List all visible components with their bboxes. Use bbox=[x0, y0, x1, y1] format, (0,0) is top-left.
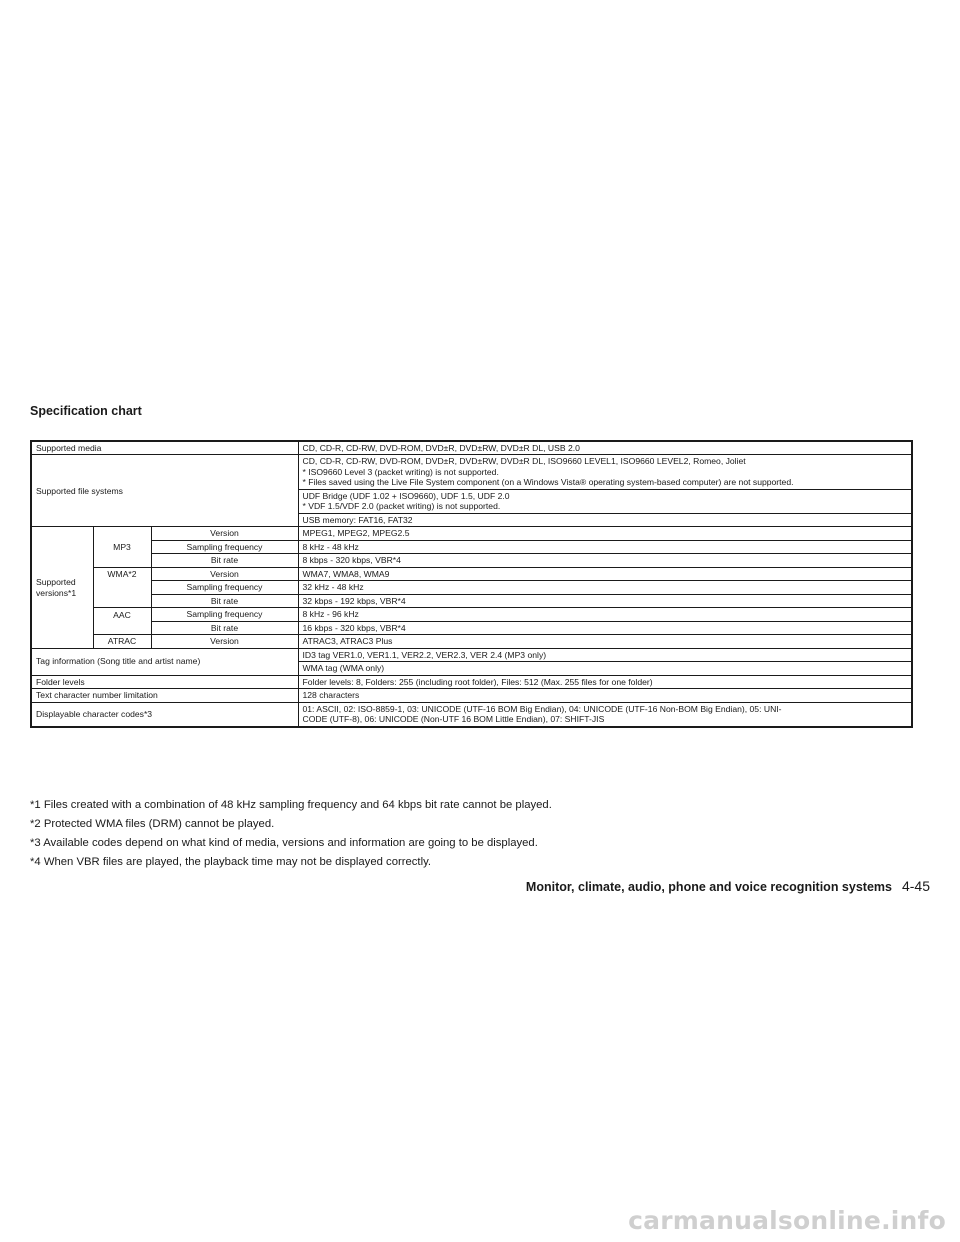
row-label-character-codes: Displayable character codes*3 bbox=[31, 702, 298, 726]
param-label: Sampling frequency bbox=[151, 608, 298, 621]
table-row bbox=[31, 441, 912, 455]
row-label-file-systems: Supported file systems bbox=[31, 455, 298, 527]
format-mp3: MP3 bbox=[93, 527, 151, 567]
param-label: Bit rate bbox=[151, 594, 298, 607]
cell-aac-frequency: 8 kHz - 96 kHz bbox=[298, 608, 912, 621]
watermark: carmanualsonline.info bbox=[628, 1206, 946, 1235]
table-row bbox=[31, 567, 912, 580]
footnotes bbox=[30, 796, 930, 872]
cell-aac-bitrate: 16 kbps - 320 kbps, VBR*4 bbox=[298, 621, 912, 634]
cell-wma-bitrate: 32 kbps - 192 kbps, VBR*4 bbox=[298, 594, 912, 607]
param-label: Bit rate bbox=[151, 621, 298, 634]
format-aac: AAC bbox=[93, 608, 151, 621]
cell-mp3-version: MPEG1, MPEG2, MPEG2.5 bbox=[298, 527, 912, 540]
param-label: Version bbox=[151, 635, 298, 648]
footnote: *4 When VBR files are played, the playback time may not be displayed correctly. bbox=[30, 856, 432, 868]
cell-wma-frequency: 32 kHz - 48 kHz bbox=[298, 581, 912, 594]
table-row bbox=[31, 554, 912, 567]
table-row bbox=[31, 455, 912, 489]
table-row bbox=[31, 648, 912, 661]
cell-folder-levels: Folder levels: 8, Folders: 255 (including root folder), Files: 512 (Max. 255 files for one folder) bbox=[298, 675, 912, 688]
specification-table bbox=[30, 440, 913, 728]
param-label: Version bbox=[151, 567, 298, 580]
cell-character-codes: 01: ASCII, 02: ISO-8859-1, 03: UNICODE (UTF-16 BOM Big Endian), 04: UNICODE (UTF-16 Non-BOM Big Endian), 05: UNI- CODE (UTF-8), 06: UNICODE (Non-UTF 16 BOM Little Endian), 07: SHIFT-JIS bbox=[298, 702, 912, 726]
row-label-tag-information: Tag information (Song title and artist name) bbox=[31, 648, 298, 675]
cell-file-systems-udf: UDF Bridge (UDF 1.02 + ISO9660), UDF 1.5, UDF 2.0 * VDF 1.5/VDF 2.0 (packet writing) is not supported. bbox=[298, 489, 912, 513]
table-row bbox=[31, 635, 912, 648]
param-label: Sampling frequency bbox=[151, 540, 298, 553]
footnote: *3 Available codes depend on what kind of media, versions and information are going to be displayed. bbox=[30, 837, 538, 849]
row-label-folder-levels: Folder levels bbox=[31, 675, 298, 688]
cell-tag-id3: ID3 tag VER1.0, VER1.1, VER2.2, VER2.3, VER 2.4 (MP3 only) bbox=[298, 648, 912, 661]
cell-supported-media: CD, CD-R, CD-RW, DVD-ROM, DVD±R, DVD±RW, DVD±R DL, USB 2.0 bbox=[298, 441, 912, 455]
cell-wma-version: WMA7, WMA8, WMA9 bbox=[298, 567, 912, 580]
page-footer bbox=[526, 878, 930, 894]
table-row bbox=[31, 540, 912, 553]
table-row bbox=[31, 594, 912, 607]
row-label-supported-media: Supported media bbox=[31, 441, 298, 455]
param-label: Sampling frequency bbox=[151, 581, 298, 594]
footnote: *2 Protected WMA files (DRM) cannot be played. bbox=[30, 818, 275, 830]
param-label: Version bbox=[151, 527, 298, 540]
table-row bbox=[31, 689, 912, 702]
table-row bbox=[31, 621, 912, 634]
table-row bbox=[31, 675, 912, 688]
cell-atrac-version: ATRAC3, ATRAC3 Plus bbox=[298, 635, 912, 648]
row-label-supported-versions: Supported versions*1 bbox=[31, 527, 93, 648]
table-row bbox=[31, 581, 912, 594]
footer-section-title: Monitor, climate, audio, phone and voice recognition systems bbox=[525, 880, 892, 894]
table-row bbox=[31, 702, 912, 726]
cell-file-systems-disc: CD, CD-R, CD-RW, DVD-ROM, DVD±R, DVD±RW, DVD±R DL, ISO9660 LEVEL1, ISO9660 LEVEL2, Romeo, Joliet * ISO9660 Level 3 (packet writing) is not supported. * Files saved using the Live File System component (on a Windows Vista® operating system-based computer) are not supported. bbox=[298, 455, 912, 489]
row-label-text-limit: Text character number limitation bbox=[31, 689, 298, 702]
format-atrac: ATRAC bbox=[93, 635, 151, 648]
cell-text-limit: 128 characters bbox=[298, 689, 912, 702]
cell-mp3-frequency: 8 kHz - 48 kHz bbox=[298, 540, 912, 553]
param-label: Bit rate bbox=[151, 554, 298, 567]
table-row bbox=[31, 527, 912, 540]
format-wma: WMA*2 bbox=[93, 567, 151, 580]
section-title: Specification chart bbox=[30, 404, 142, 418]
footnote: *1 Files created with a combination of 48 kHz sampling frequency and 64 kbps bit rate cannot be played. bbox=[30, 799, 552, 811]
table-row bbox=[31, 608, 912, 621]
page-number: 4-45 bbox=[901, 878, 930, 894]
cell-tag-wma: WMA tag (WMA only) bbox=[298, 662, 912, 675]
cell-file-systems-usb: USB memory: FAT16, FAT32 bbox=[298, 513, 912, 526]
cell-mp3-bitrate: 8 kbps - 320 kbps, VBR*4 bbox=[298, 554, 912, 567]
